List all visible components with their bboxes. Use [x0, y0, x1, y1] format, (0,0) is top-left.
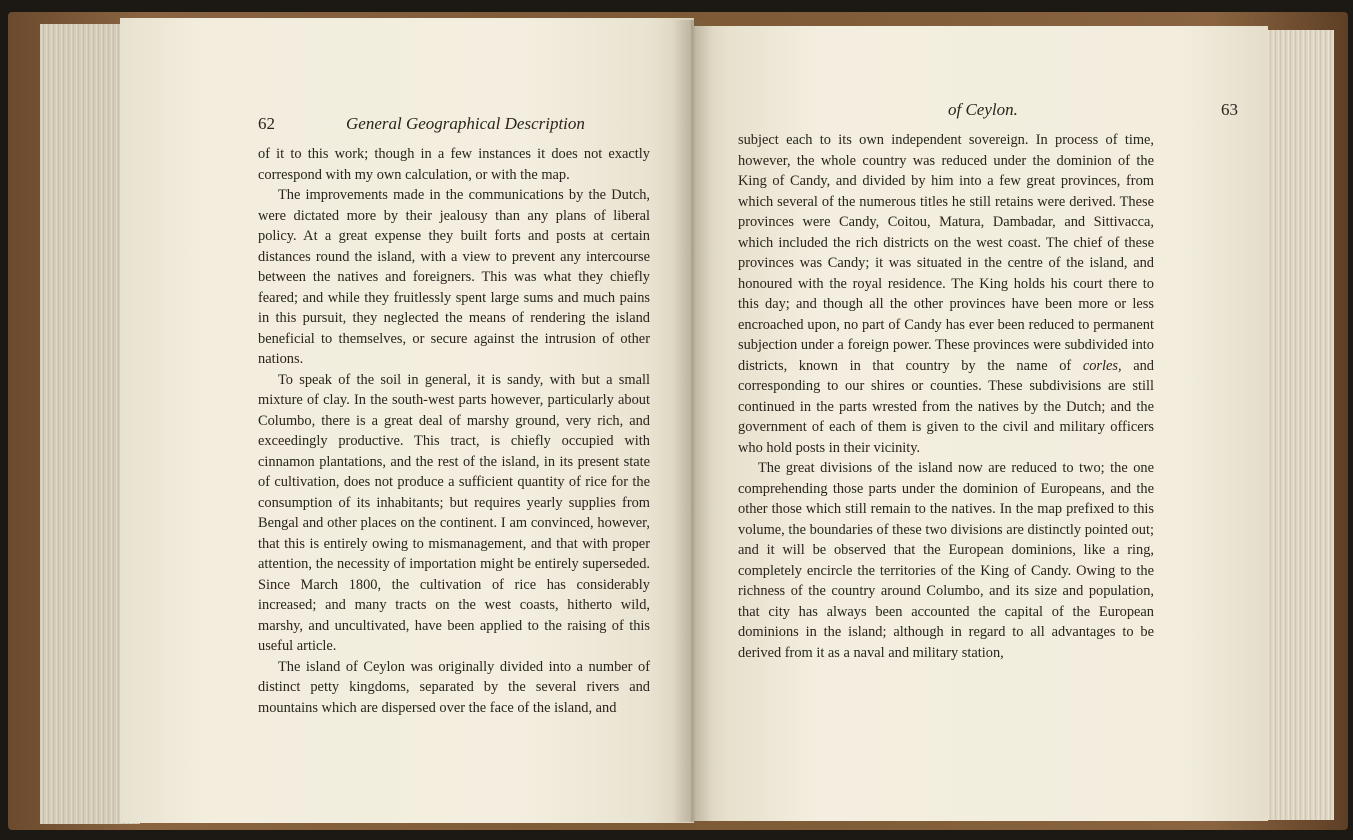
right-page-number: 63 — [1221, 100, 1238, 119]
left-page-number: 62 — [258, 114, 275, 133]
left-page-body — [258, 144, 650, 718]
paragraph: The great divisions of the island now are reduced to two; the one comprehending those parts under the dominion of Europeans, and the other those which still remain to the natives. In the map prefixed to this volume, the boundaries of these two divisions are distinctly pointed out; and it will be observed that the European dominions, like a ring, completely encircle the territories of the King of Candy. Owing to the richness of the country around Columbo, and its size and population, that city has always been accounted the capital of the European dominions in the island; although in regard to all advantages to be derived from it as a naval and military station, — [738, 460, 1154, 661]
italic-term: corles — [1082, 357, 1118, 374]
right-page-edges — [1262, 30, 1334, 820]
right-page-body — [738, 130, 1154, 663]
paragraph: of it to this work; though in a few instances it does not exactly correspond with my own calculation, or with the map. — [258, 146, 650, 183]
paragraph: The improvements made in the communications by the Dutch, were dictated more by their jealousy than any plans of liberal policy. At a great expense they built forts and posts at certain distances round the island, with a view to prevent any intercourse between the natives and foreigners. This was what they chiefly feared; and while they fruitlessly spent large sums and much pains in this pursuit, they neglected the means of rendering the island beneficial to themselves, or secure against the intrusion of other nations. — [258, 187, 650, 367]
left-running-title: General Geographical Description — [346, 114, 585, 133]
left-page — [120, 18, 694, 823]
right-page — [692, 26, 1268, 821]
paragraph: To speak of the soil in general, it is sandy, with but a small mixture of clay. In the south-west parts however, particularly about Columbo, there is a great deal of marshy ground, very rich, and exceedingly productive. This tract, is chiefly occupied with cinnamon plantations, and the rest of the island, in its present state of cultivation, does not produce a sufficient quantity of rice for the consumption of its inhabitants; but requires yearly supplies from Bengal and other places on the continent. I am convinced, however, that this is entirely owing to mismanagement, and that with proper attention, the necessity of importation might be entirely superseded. Since March 1800, the cultivation of rice has considerably increased; and many tracts on the west coasts, hitherto wild, marshy, and uncultivated, have been applied to the raising of this useful article. — [258, 371, 650, 654]
text-run: , and corresponding to our shires or counties. These subdivisions are still continued in the parts wrested from the natives by the Dutch; and the government of each of them is given to the civil and military officers who hold posts in their vicinity. — [738, 357, 1154, 456]
paragraph — [738, 130, 1154, 458]
text-run: subject each to its own independent sovereign. In process of time, however, the whole country was reduced under the dominion of the King of Candy, and divided by him into a few great provinces, from which several of the numerous titles he still retains were derived. These provinces were Candy, Coitou, Matura, Dambadar, and Sittivacca, which included the rich districts on the west coast. The chief of these provinces was Candy; it was situated in the centre of the island, and honoured with the royal residence. The King holds his court there to this day; and though all the other provinces have been more or less encroached upon, no part of Candy has ever been reduced to permanent subjection under a foreign power. These provinces were subdivided into districts, known in that country by the name of — [738, 132, 1154, 374]
left-page-header — [258, 114, 650, 136]
right-page-header — [738, 100, 1238, 122]
right-running-title: of Ceylon. — [948, 100, 1018, 119]
paragraph: The island of Ceylon was originally divided into a number of distinct petty kingdoms, separated by the several rivers and mountains which are dispersed over the face of the island, and — [258, 658, 650, 716]
